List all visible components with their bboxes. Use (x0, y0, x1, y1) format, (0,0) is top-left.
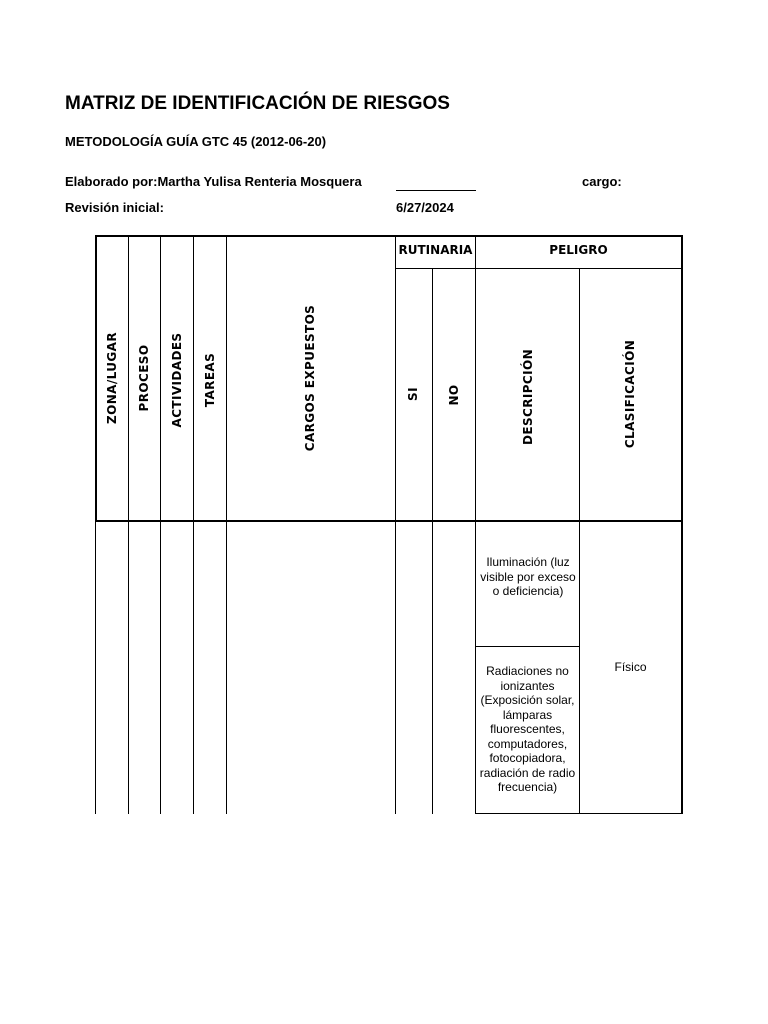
header-peligro: PELIGRO (549, 243, 608, 257)
descripcion-cell: Iluminación (luz visible por exceso o deficiencia) (480, 555, 576, 598)
header-clasificacion: CLASIFICACIÓN (623, 339, 637, 449)
cargo-label: cargo: (582, 174, 622, 189)
signature-line (396, 190, 476, 191)
elaborado-value: Martha Yulisa Renteria Mosquera (157, 174, 362, 189)
descripcion-cell: Radiaciones no ionizantes (Exposición solar, lámparas fluorescentes, computadores, fotocopiadora, radiación de radio frecuencia) (479, 664, 576, 794)
revision-label: Revisión inicial: (65, 200, 164, 215)
header-cargos-expuestos: CARGOS EXPUESTOS (303, 304, 317, 452)
elaborado-label: Elaborado por: (65, 174, 158, 189)
header-si: SI (406, 387, 420, 401)
document-subtitle: METODOLOGÍA GUÍA GTC 45 (2012-06-20) (65, 134, 327, 149)
header-rutinaria: RUTINARIA (398, 243, 473, 257)
header-proceso: PROCESO (137, 344, 151, 412)
clasificacion-cell: Físico (614, 660, 647, 674)
header-no: NO (447, 384, 461, 406)
header-zona-lugar: ZONA/LUGAR (105, 332, 119, 424)
header-descripcion: DESCRIPCIÓN (521, 348, 535, 446)
document-title: MATRIZ DE IDENTIFICACIÓN DE RIESGOS (65, 93, 450, 114)
header-actividades: ACTIVIDADES (170, 332, 184, 428)
header-tareas: TAREAS (203, 352, 217, 408)
revision-date: 6/27/2024 (396, 200, 454, 215)
elaborado-por (65, 174, 362, 189)
